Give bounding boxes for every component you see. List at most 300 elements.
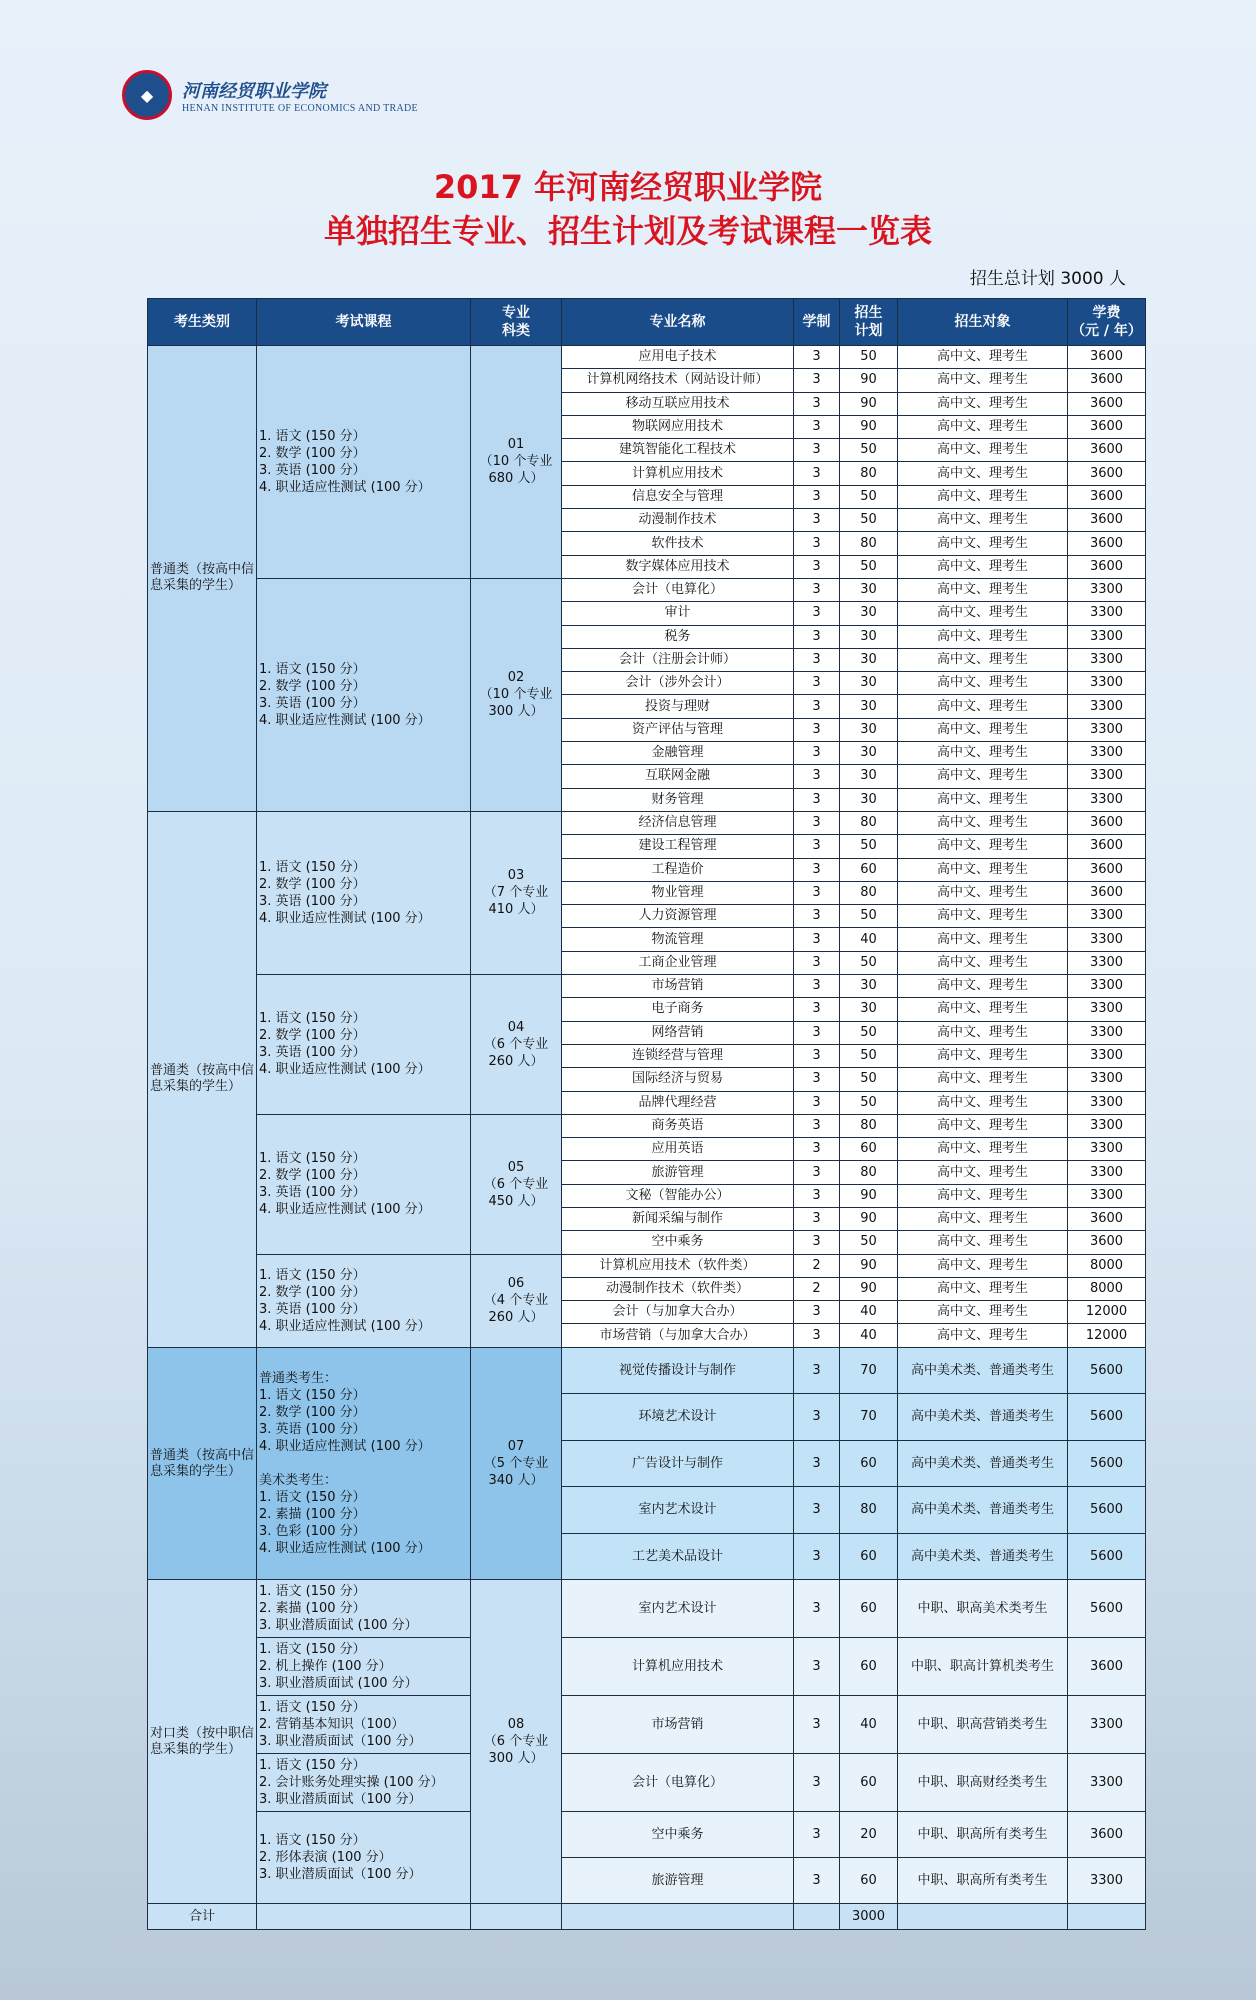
target-cell: 高中美术类、普通类考生 [898,1487,1068,1534]
target-cell: 高中美术类、普通类考生 [898,1394,1068,1441]
fee-cell: 3600 [1068,369,1146,392]
total-empty-major [562,1904,794,1930]
fee-cell: 5600 [1068,1533,1146,1580]
target-cell: 高中文、理考生 [898,788,1068,811]
exam-course-cell: 1. 语文 (150 分） 2. 数学 (100 分） 3. 英语 (100 分） 4. 职业适应性测试 (100 分） [257,1254,471,1347]
plan-cell: 50 [840,439,898,462]
total-empty-fee [1068,1904,1146,1930]
fee-cell: 12000 [1068,1301,1146,1324]
years-cell: 3 [794,1487,840,1534]
years-cell: 3 [794,718,840,741]
years-cell: 3 [794,1638,840,1696]
major-cell: 新闻采编与制作 [562,1207,794,1230]
fee-cell: 8000 [1068,1277,1146,1300]
fee-cell: 3300 [1068,1068,1146,1091]
target-cell: 高中文、理考生 [898,1207,1068,1230]
table-header-row [148,299,1146,346]
plan-cell: 30 [840,975,898,998]
target-cell: 高中文、理考生 [898,462,1068,485]
target-cell: 高中文、理考生 [898,439,1068,462]
page-title-line2: 单独招生专业、招生计划及考试课程一览表 [323,212,932,250]
table-row [148,1254,1146,1277]
plan-cell: 80 [840,1487,898,1534]
years-cell: 3 [794,462,840,485]
target-cell: 中职、职高美术类考生 [898,1580,1068,1638]
target-cell: 高中文、理考生 [898,1021,1068,1044]
years-cell: 3 [794,1440,840,1487]
years-cell: 3 [794,602,840,625]
years-cell: 3 [794,928,840,951]
fee-cell: 3300 [1068,602,1146,625]
years-cell: 3 [794,1068,840,1091]
plan-cell: 50 [840,1231,898,1254]
header-plan: 招生 计划 [840,299,898,346]
major-cell: 会计（注册会计师） [562,648,794,671]
major-cell: 数字媒体应用技术 [562,555,794,578]
target-cell: 高中文、理考生 [898,532,1068,555]
fee-cell: 5600 [1068,1487,1146,1534]
major-cell: 工艺美术品设计 [562,1533,794,1580]
exam-course-cell: 1. 语文 (150 分） 2. 数学 (100 分） 3. 英语 (100 分） 4. 职业适应性测试 (100 分） [257,975,471,1115]
plan-cell: 30 [840,672,898,695]
years-cell: 3 [794,578,840,601]
plan-cell: 40 [840,1696,898,1754]
major-cell: 经济信息管理 [562,811,794,834]
target-cell: 中职、职高营销类考生 [898,1696,1068,1754]
subject-code-cell: 01 （10 个专业 680 人） [471,346,562,579]
plan-cell: 60 [840,1440,898,1487]
total-value-cell: 3000 [840,1904,898,1930]
fee-cell: 3600 [1068,555,1146,578]
plan-cell: 70 [840,1347,898,1394]
fee-cell: 3300 [1068,998,1146,1021]
plan-cell: 60 [840,858,898,881]
table-body [148,346,1146,1930]
fee-cell: 3600 [1068,532,1146,555]
major-cell: 计算机网络技术（网站设计师） [562,369,794,392]
header-subject: 专业 科类 [471,299,562,346]
plan-cell: 50 [840,1068,898,1091]
major-cell: 品牌代理经营 [562,1091,794,1114]
major-cell: 动漫制作技术（软件类） [562,1277,794,1300]
target-cell: 高中文、理考生 [898,1114,1068,1137]
major-cell: 空中乘务 [562,1231,794,1254]
fee-cell: 3600 [1068,392,1146,415]
target-cell: 高中文、理考生 [898,1091,1068,1114]
years-cell: 3 [794,975,840,998]
major-cell: 软件技术 [562,532,794,555]
major-cell: 室内艺术设计 [562,1580,794,1638]
plan-cell: 90 [840,1207,898,1230]
target-cell: 中职、职高财经类考生 [898,1754,1068,1812]
target-cell: 高中文、理考生 [898,905,1068,928]
exam-course-cell: 1. 语文 (150 分） 2. 数学 (100 分） 3. 英语 (100 分） 4. 职业适应性测试 (100 分） [257,346,471,579]
header-target: 招生对象 [898,299,1068,346]
fee-cell: 3300 [1068,1138,1146,1161]
total-empty-subject [471,1904,562,1930]
enrollment-table [147,298,1146,1930]
plan-cell: 30 [840,718,898,741]
plan-cell: 60 [840,1638,898,1696]
fee-cell: 3300 [1068,928,1146,951]
fee-cell: 3300 [1068,1161,1146,1184]
years-cell: 3 [794,555,840,578]
target-cell: 高中文、理考生 [898,742,1068,765]
plan-cell: 50 [840,485,898,508]
target-cell: 高中文、理考生 [898,485,1068,508]
fee-cell: 3300 [1068,718,1146,741]
target-cell: 高中文、理考生 [898,555,1068,578]
major-cell: 计算机应用技术 [562,462,794,485]
years-cell: 3 [794,998,840,1021]
header-years: 学制 [794,299,840,346]
major-cell: 投资与理财 [562,695,794,718]
fee-cell: 3300 [1068,1021,1146,1044]
major-cell: 计算机应用技术（软件类） [562,1254,794,1277]
years-cell: 3 [794,765,840,788]
fee-cell: 3300 [1068,1184,1146,1207]
category-cell: 普通类（按高中信息采集的学生） [148,811,257,1347]
target-cell: 高中美术类、普通类考生 [898,1533,1068,1580]
years-cell: 3 [794,1580,840,1638]
major-cell: 会计（与加拿大合办） [562,1301,794,1324]
fee-cell: 3600 [1068,1638,1146,1696]
subject-code-cell: 04 （6 个专业 260 人） [471,975,562,1115]
fee-cell: 3600 [1068,858,1146,881]
fee-cell: 3300 [1068,905,1146,928]
plan-cell: 50 [840,951,898,974]
fee-cell: 3300 [1068,951,1146,974]
target-cell: 中职、职高所有类考生 [898,1812,1068,1858]
major-cell: 市场营销（与加拿大合办） [562,1324,794,1347]
plan-cell: 80 [840,462,898,485]
major-cell: 国际经济与贸易 [562,1068,794,1091]
years-cell: 3 [794,509,840,532]
years-cell: 3 [794,1533,840,1580]
target-cell: 高中文、理考生 [898,835,1068,858]
target-cell: 高中文、理考生 [898,1044,1068,1067]
major-cell: 物流管理 [562,928,794,951]
plan-cell: 90 [840,392,898,415]
target-cell: 高中文、理考生 [898,1277,1068,1300]
target-cell: 高中文、理考生 [898,881,1068,904]
plan-cell: 50 [840,905,898,928]
major-cell: 移动互联应用技术 [562,392,794,415]
target-cell: 高中文、理考生 [898,415,1068,438]
years-cell: 3 [794,1184,840,1207]
major-cell: 资产评估与管理 [562,718,794,741]
years-cell: 3 [794,346,840,369]
plan-cell: 50 [840,346,898,369]
years-cell: 3 [794,951,840,974]
fee-cell: 3600 [1068,835,1146,858]
fee-cell: 5600 [1068,1347,1146,1394]
exam-course-cell: 1. 语文 (150 分） 2. 数学 (100 分） 3. 英语 (100 分） 4. 职业适应性测试 (100 分） [257,578,471,811]
header-fee: 学费 （元 / 年） [1068,299,1146,346]
years-cell: 3 [794,1858,840,1904]
years-cell: 3 [794,881,840,904]
years-cell: 3 [794,415,840,438]
years-cell: 2 [794,1277,840,1300]
major-cell: 信息安全与管理 [562,485,794,508]
major-cell: 金融管理 [562,742,794,765]
plan-cell: 50 [840,555,898,578]
target-cell: 高中文、理考生 [898,765,1068,788]
years-cell: 3 [794,788,840,811]
target-cell: 高中文、理考生 [898,975,1068,998]
years-cell: 3 [794,485,840,508]
years-cell: 2 [794,1254,840,1277]
subject-code-cell: 05 （6 个专业 450 人） [471,1114,562,1254]
plan-cell: 70 [840,1394,898,1441]
exam-course-cell: 1. 语文 (150 分） 2. 素描 (100 分） 3. 职业潜质面试 (100 分） [257,1580,471,1638]
years-cell: 3 [794,625,840,648]
fee-cell: 3300 [1068,1091,1146,1114]
fee-cell: 3300 [1068,1696,1146,1754]
target-cell: 高中文、理考生 [898,1184,1068,1207]
major-cell: 税务 [562,625,794,648]
major-cell: 建筑智能化工程技术 [562,439,794,462]
years-cell: 3 [794,1812,840,1858]
years-cell: 3 [794,1696,840,1754]
total-empty-target [898,1904,1068,1930]
target-cell: 中职、职高所有类考生 [898,1858,1068,1904]
major-cell: 连锁经营与管理 [562,1044,794,1067]
years-cell: 3 [794,1754,840,1812]
major-cell: 工程造价 [562,858,794,881]
target-cell: 高中美术类、普通类考生 [898,1347,1068,1394]
target-cell: 高中文、理考生 [898,369,1068,392]
fee-cell: 3300 [1068,788,1146,811]
plan-cell: 60 [840,1580,898,1638]
target-cell: 高中美术类、普通类考生 [898,1440,1068,1487]
major-cell: 物业管理 [562,881,794,904]
plan-cell: 90 [840,369,898,392]
fee-cell: 3600 [1068,1812,1146,1858]
major-cell: 计算机应用技术 [562,1638,794,1696]
category-cell: 普通类（按高中信息采集的学生） [148,1347,257,1580]
header-category: 考生类别 [148,299,257,346]
major-cell: 审计 [562,602,794,625]
major-cell: 物联网应用技术 [562,415,794,438]
fee-cell: 3600 [1068,881,1146,904]
fee-cell: 3300 [1068,625,1146,648]
plan-cell: 60 [840,1138,898,1161]
major-cell: 人力资源管理 [562,905,794,928]
fee-cell: 3300 [1068,648,1146,671]
fee-cell: 3300 [1068,1114,1146,1137]
major-cell: 会计（涉外会计） [562,672,794,695]
major-cell: 动漫制作技术 [562,509,794,532]
plan-cell: 30 [840,765,898,788]
subject-code-cell: 06 （4 个专业 260 人） [471,1254,562,1347]
target-cell: 高中文、理考生 [898,1301,1068,1324]
major-cell: 广告设计与制作 [562,1440,794,1487]
target-cell: 高中文、理考生 [898,602,1068,625]
exam-course-cell: 1. 语文 (150 分） 2. 形体表演 (100 分） 3. 职业潜质面试（100 分） [257,1812,471,1904]
major-cell: 文秘（智能办公） [562,1184,794,1207]
years-cell: 3 [794,1394,840,1441]
plan-cell: 90 [840,415,898,438]
years-cell: 3 [794,648,840,671]
years-cell: 3 [794,1044,840,1067]
years-cell: 3 [794,811,840,834]
years-cell: 3 [794,532,840,555]
table-row [148,1754,1146,1812]
target-cell: 高中文、理考生 [898,509,1068,532]
plan-cell: 60 [840,1754,898,1812]
target-cell: 中职、职高计算机类考生 [898,1638,1068,1696]
fee-cell: 3600 [1068,509,1146,532]
plan-cell: 80 [840,881,898,904]
plan-cell: 80 [840,1161,898,1184]
plan-cell: 50 [840,835,898,858]
years-cell: 3 [794,1207,840,1230]
fee-cell: 3600 [1068,811,1146,834]
major-cell: 空中乘务 [562,1812,794,1858]
major-cell: 室内艺术设计 [562,1487,794,1534]
major-cell: 财务管理 [562,788,794,811]
target-cell: 高中文、理考生 [898,648,1068,671]
fee-cell: 3300 [1068,1858,1146,1904]
plan-cell: 40 [840,1301,898,1324]
target-cell: 高中文、理考生 [898,1138,1068,1161]
major-cell: 市场营销 [562,975,794,998]
years-cell: 3 [794,858,840,881]
years-cell: 3 [794,1347,840,1394]
fee-cell: 3300 [1068,1044,1146,1067]
major-cell: 应用英语 [562,1138,794,1161]
total-plan: 招生总计划 3000 人 [969,269,1126,289]
years-cell: 3 [794,1231,840,1254]
years-cell: 3 [794,1091,840,1114]
target-cell: 高中文、理考生 [898,346,1068,369]
exam-course-cell: 1. 语文 (150 分） 2. 会计账务处理实操 (100 分） 3. 职业潜质面试（100 分） [257,1754,471,1812]
school-emblem-icon: ◆ [122,70,172,120]
years-cell: 3 [794,1021,840,1044]
total-empty-years [794,1904,840,1930]
major-cell: 会计（电算化） [562,1754,794,1812]
total-label-cell: 合计 [148,1904,257,1930]
target-cell: 高中文、理考生 [898,695,1068,718]
plan-cell: 30 [840,648,898,671]
plan-cell: 30 [840,695,898,718]
fee-cell: 5600 [1068,1580,1146,1638]
fee-cell: 5600 [1068,1394,1146,1441]
exam-course-cell: 1. 语文 (150 分） 2. 数学 (100 分） 3. 英语 (100 分） 4. 职业适应性测试 (100 分） [257,1114,471,1254]
major-cell: 互联网金融 [562,765,794,788]
years-cell: 3 [794,1114,840,1137]
fee-cell: 3300 [1068,578,1146,601]
subject-code-cell: 08 （6 个专业 300 人） [471,1580,562,1904]
table-row [148,975,1146,998]
school-logo [122,70,418,120]
plan-cell: 80 [840,1114,898,1137]
plan-cell: 60 [840,1858,898,1904]
years-cell: 3 [794,1161,840,1184]
target-cell: 高中文、理考生 [898,718,1068,741]
plan-cell: 20 [840,1812,898,1858]
target-cell: 高中文、理考生 [898,998,1068,1021]
plan-cell: 30 [840,788,898,811]
years-cell: 3 [794,439,840,462]
major-cell: 建设工程管理 [562,835,794,858]
table-row [148,1347,1146,1394]
category-cell: 对口类（按中职信息采集的学生） [148,1580,257,1904]
plan-cell: 80 [840,532,898,555]
subject-code-cell: 03 （7 个专业 410 人） [471,811,562,974]
fee-cell: 3300 [1068,672,1146,695]
years-cell: 3 [794,695,840,718]
major-cell: 视觉传播设计与制作 [562,1347,794,1394]
subject-code-cell: 02 （10 个专业 300 人） [471,578,562,811]
fee-cell: 3600 [1068,346,1146,369]
plan-cell: 30 [840,602,898,625]
plan-cell: 30 [840,742,898,765]
table-row [148,578,1146,601]
target-cell: 高中文、理考生 [898,625,1068,648]
major-cell: 电子商务 [562,998,794,1021]
fee-cell: 3600 [1068,439,1146,462]
page-title-line1: 2017 年河南经贸职业学院 [433,168,823,206]
logo-chinese-name: 河南经贸职业学院 [182,80,326,102]
target-cell: 高中文、理考生 [898,951,1068,974]
major-cell: 工商企业管理 [562,951,794,974]
major-cell: 应用电子技术 [562,346,794,369]
logo-english-name: HENAN INSTITUTE OF ECONOMICS AND TRADE [182,102,418,114]
fee-cell: 3600 [1068,1231,1146,1254]
plan-cell: 60 [840,1533,898,1580]
category-cell: 普通类（按高中信息采集的学生） [148,346,257,812]
fee-cell: 3300 [1068,765,1146,788]
plan-cell: 40 [840,1324,898,1347]
years-cell: 3 [794,1138,840,1161]
fee-cell: 12000 [1068,1324,1146,1347]
years-cell: 3 [794,1301,840,1324]
plan-cell: 90 [840,1277,898,1300]
plan-cell: 30 [840,578,898,601]
target-cell: 高中文、理考生 [898,1231,1068,1254]
plan-cell: 50 [840,509,898,532]
years-cell: 3 [794,392,840,415]
plan-cell: 50 [840,1044,898,1067]
target-cell: 高中文、理考生 [898,672,1068,695]
plan-cell: 30 [840,998,898,1021]
target-cell: 高中文、理考生 [898,1254,1068,1277]
exam-course-cell: 1. 语文 (150 分） 2. 营销基本知识（100） 3. 职业潜质面试（100 分） [257,1696,471,1754]
plan-cell: 50 [840,1021,898,1044]
fee-cell: 3600 [1068,1207,1146,1230]
fee-cell: 5600 [1068,1440,1146,1487]
plan-cell: 90 [840,1184,898,1207]
fee-cell: 8000 [1068,1254,1146,1277]
target-cell: 高中文、理考生 [898,1161,1068,1184]
years-cell: 3 [794,905,840,928]
table-row [148,1812,1146,1858]
major-cell: 会计（电算化） [562,578,794,601]
major-cell: 网络营销 [562,1021,794,1044]
years-cell: 3 [794,672,840,695]
target-cell: 高中文、理考生 [898,811,1068,834]
plan-cell: 80 [840,811,898,834]
fee-cell: 3300 [1068,742,1146,765]
header-exam: 考试课程 [257,299,471,346]
plan-cell: 40 [840,928,898,951]
major-cell: 商务英语 [562,1114,794,1137]
target-cell: 高中文、理考生 [898,392,1068,415]
exam-course-cell: 1. 语文 (150 分） 2. 机上操作 (100 分） 3. 职业潜质面试 (100 分） [257,1638,471,1696]
exam-course-cell: 1. 语文 (150 分） 2. 数学 (100 分） 3. 英语 (100 分） 4. 职业适应性测试 (100 分） [257,811,471,974]
